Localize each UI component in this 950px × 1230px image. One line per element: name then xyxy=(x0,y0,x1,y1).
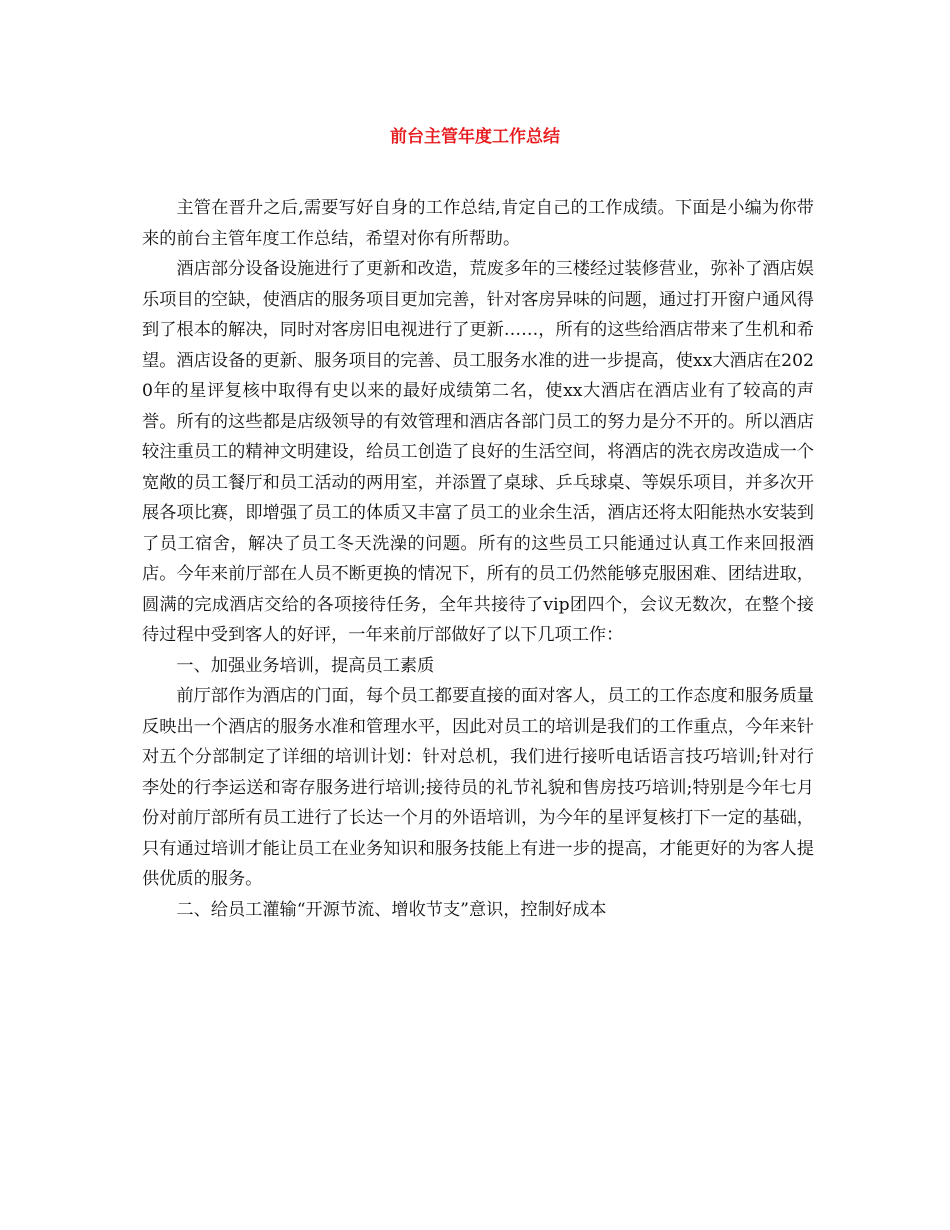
section-heading-2: 二、给员工灌输“开源节流、增收节支”意识，控制好成本 xyxy=(176,899,607,920)
section-heading-1: 一、加强业务培训，提高员工素质 xyxy=(176,655,435,676)
intro-paragraph: 主管在晋升之后,需要写好自身的工作总结,肯定自己的工作成绩。下面是小编为你带来的前台主管年度工作总结，希望对你有所帮助。 xyxy=(142,198,814,249)
document-title: 前台主管年度工作总结 xyxy=(390,127,560,147)
section-paragraph-1: 前厅部作为酒店的门面，每个员工都要直接的面对客人，员工的工作态度和服务质量反映出一个酒店的服务水准和管理水平，因此对员工的培训是我们的工作重点，今年来针对五个分部制定了详细的培训计划：针对总机，我们进行接听电话语言技巧培训;针对行李处的行李运送和寄存服务进行培训;接待员的礼节礼貌和售房技巧培训;特别是今年七月份对前厅部所有员工进行了长达一个月的外语培训，为今年的星评复核打下一定的基础，只有通过培训才能让员工在业务知识和服务技能上有进一步的提高，才能更好的为客人提供优质的服务。 xyxy=(142,686,814,889)
main-paragraph: 酒店部分设备设施进行了更新和改造，荒废多年的三楼经过装修营业，弥补了酒店娱乐项目的空缺，使酒店的服务项目更加完善，针对客房异味的问题，通过打开窗户通风得到了根本的解决，同时对客房旧电视进行了更新……，所有的这些给酒店带来了生机和希望。酒店设备的更新、服务项目的完善、员工服务水准的进一步提高，使xx大酒店在2020年的星评复核中取得有史以来的最好成绩第二名，使xx大酒店在酒店业有了较高的声誉。所有的这些都是店级领导的有效管理和酒店各部门员工的努力是分不开的。所以酒店较注重员工的精神文明建设，给员工创造了良好的生活空间，将酒店的洗衣房改造成一个宽敞的员工餐厅和员工活动的两用室，并添置了桌球、乒乓球桌、等娱乐项目，并多次开展各项比赛，即增强了员工的体质又丰富了员工的业余生活，酒店还将太阳能热水安装到了员工宿舍，解决了员工冬天洗澡的问题。所有的这些员工只能通过认真工作来回报酒店。今年来前厅部在人员不断更换的情况下，所有的员工仍然能够克服困难、团结进取，圆满的完成酒店交给的各项接待任务，全年共接待了vip团四个，会议无数次，在整个接待过程中受到客人的好评，一年来前厅部做好了以下几项工作： xyxy=(142,259,814,645)
document-body xyxy=(142,193,814,925)
